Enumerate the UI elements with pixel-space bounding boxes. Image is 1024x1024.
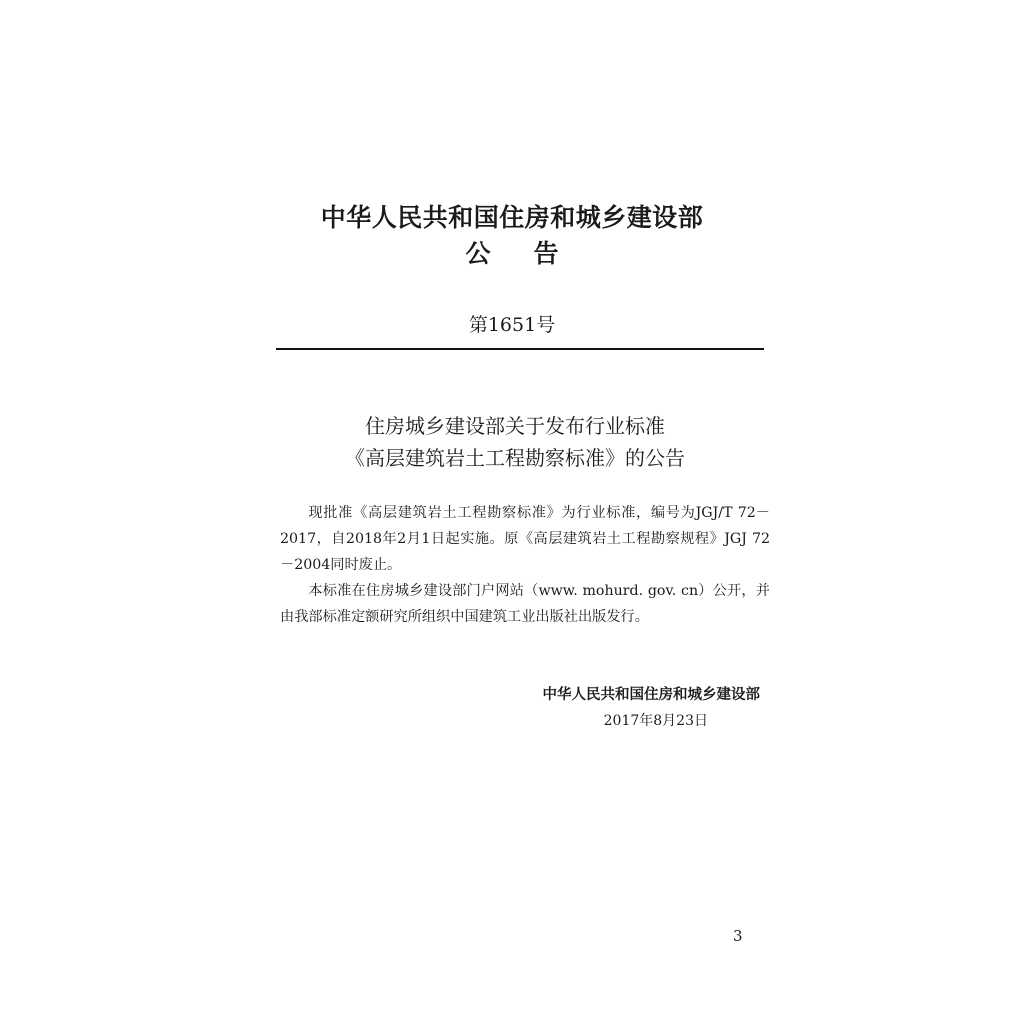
signature-block [430, 682, 760, 734]
subject-line-1: 住房城乡建设部关于发布行业标准 [365, 414, 665, 438]
header-divider [276, 348, 764, 350]
document-number: 第1651号 [468, 314, 556, 336]
issuer-title: 中华人民共和国住房和城乡建设部 [320, 203, 704, 232]
signature-date: 2017年8月23日 [603, 713, 708, 729]
page-number: 3 [733, 927, 743, 945]
document-type-title: 公告 [465, 239, 602, 268]
body-paragraph-1: 现批准《高层建筑岩土工程勘察标准》为行业标准，编号为JGJ/T 72－2017，自2018年2月1日起实施。原《高层建筑岩土工程勘察规程》JGJ 72－2004同时废止。 [280, 505, 770, 573]
announcement-body [280, 500, 770, 630]
subject-line-2: 《高层建筑岩土工程勘察标准》的公告 [345, 446, 685, 470]
announcement-subject [300, 410, 730, 474]
signature-organization: 中华人民共和国住房和城乡建设部 [542, 687, 760, 703]
body-paragraph-2: 本标准在住房城乡建设部门户网站（www. mohurd. gov. cn）公开，并由我部标准定额研究所组织中国建筑工业出版社出版发行。 [280, 583, 770, 625]
